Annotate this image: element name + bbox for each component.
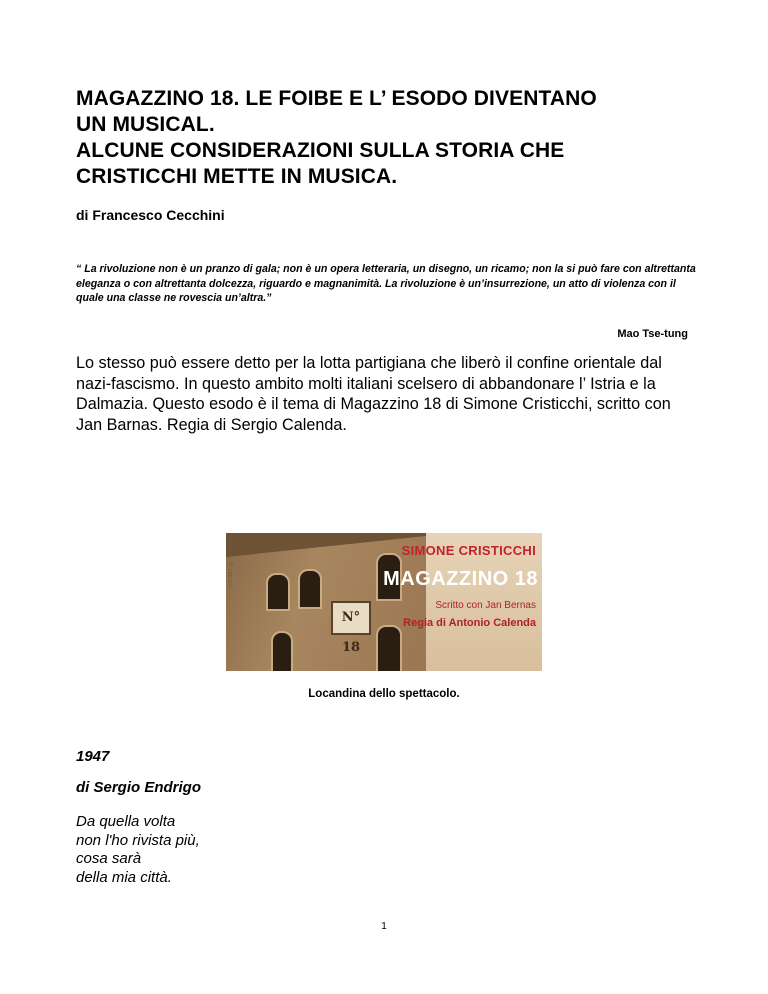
- poem-verses: [76, 813, 200, 887]
- poster-written-credit: Scritto con Jan Bernas: [435, 600, 536, 611]
- poster-window: [376, 625, 402, 671]
- poem-line: non l'ho rivista più,: [76, 831, 200, 849]
- poster-artist: SIMONE CRISTICCHI: [401, 543, 536, 558]
- intro-paragraph: Lo stesso può essere detto per la lotta partigiana che liberò il confine orientale dal nazi-fascismo. In questo ambito molti italiani scelsero di abbandonare l’ Istria e la Dalmazia. Questo esodo è il tema di Magazzino 18 di Simone Cristicchi, scritto con Jan Barnas. Regia di Sergio Calenda.: [76, 354, 671, 434]
- poster-photo-credit: Ph:MT © 2013: [228, 541, 234, 588]
- poster-direction-credit: Regia di Antonio Calenda: [403, 617, 536, 629]
- title-line: ALCUNE CONSIDERAZIONI SULLA STORIA CHE: [76, 139, 565, 162]
- page-number: 1: [381, 921, 387, 932]
- poster-window: [271, 631, 293, 671]
- title-line: UN MUSICAL.: [76, 113, 215, 136]
- show-poster-image: [226, 533, 542, 671]
- poem-line: Da quella volta: [76, 813, 176, 830]
- poster-caption: Locandina dello spettacolo.: [308, 688, 460, 700]
- poem-author: di Sergio Endrigo: [76, 779, 202, 796]
- epigraph-quote: “ La rivoluzione non è un pranzo di gala; non è un opera letteraria, un disegno, un ricamo; non la si può fare con altrettanta eleganza o con altrettanta dolcezza, riguardo e magnanimità. La rivoluzione è un’insurrezione, un atto di violenza con il quale una classe ne rovescia un’altra.”: [76, 263, 696, 304]
- poem-line: della mia città.: [76, 868, 172, 886]
- poster-building-sign: N° 18: [331, 601, 371, 635]
- poem-line: cosa sarà: [76, 850, 142, 867]
- title-line: MAGAZZINO 18. LE FOIBE E L’ ESODO DIVENTANO: [76, 87, 597, 110]
- epigraph-attribution: Mao Tse-tung: [617, 328, 688, 340]
- document-title: [76, 86, 696, 190]
- article-author: di Francesco Cecchini: [76, 207, 225, 223]
- poster-window: [266, 573, 290, 611]
- poster-show-title: MAGAZZINO 18: [383, 568, 538, 590]
- poem-year: 1947: [76, 748, 110, 765]
- title-line: CRISTICCHI METTE IN MUSICA.: [76, 165, 398, 188]
- poster-window: [298, 569, 322, 609]
